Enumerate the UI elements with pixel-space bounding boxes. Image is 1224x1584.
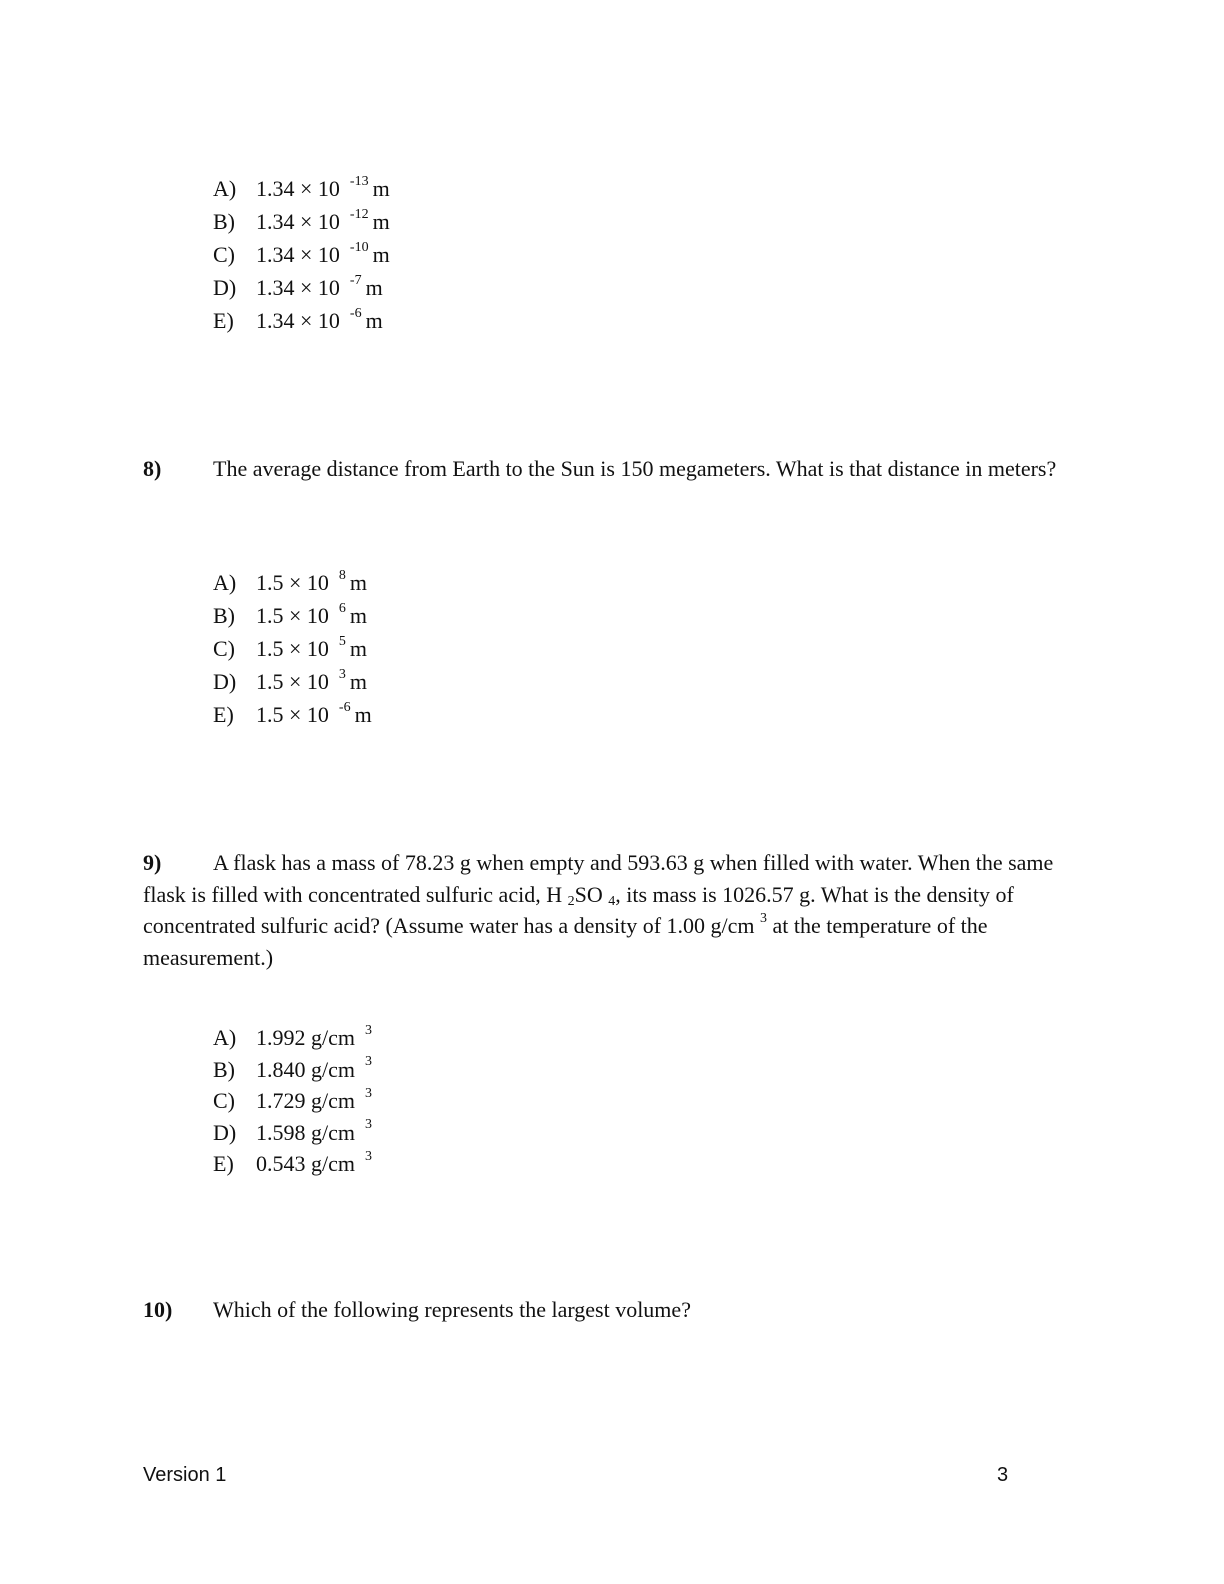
option-letter: E) bbox=[213, 702, 234, 727]
option-unit: m bbox=[354, 702, 372, 727]
option-exponent: 5 bbox=[338, 633, 346, 649]
question-text-part: at the temperature of the measurement.) bbox=[143, 913, 988, 970]
question-10 bbox=[143, 1294, 1073, 1326]
option-letter: E) bbox=[213, 308, 234, 333]
option-letter: B) bbox=[213, 209, 235, 234]
option-letter: D) bbox=[213, 669, 237, 694]
option-unit: m bbox=[349, 636, 368, 661]
option-exponent: -13 bbox=[349, 173, 369, 189]
q7-option-e[interactable] bbox=[213, 304, 713, 337]
q7-options bbox=[213, 172, 713, 337]
q7-option-b[interactable] bbox=[213, 205, 713, 238]
question-9 bbox=[143, 847, 1073, 973]
option-exponent: 3 bbox=[365, 1117, 372, 1133]
option-letter: A) bbox=[213, 176, 237, 201]
option-unit: m bbox=[365, 275, 383, 300]
option-unit: m bbox=[349, 603, 368, 628]
option-exponent: -6 bbox=[349, 305, 362, 321]
question-number: 10) bbox=[143, 1297, 173, 1322]
option-base: 1.5 × 10 bbox=[256, 570, 329, 595]
subscript: 2 bbox=[567, 893, 575, 909]
option-exponent: -7 bbox=[349, 272, 362, 288]
option-letter: C) bbox=[213, 1088, 235, 1113]
option-letter: D) bbox=[213, 275, 237, 300]
option-base: 1.34 × 10 bbox=[256, 209, 340, 234]
option-base: 1.34 × 10 bbox=[256, 242, 340, 267]
q9-option-b[interactable] bbox=[213, 1054, 713, 1086]
option-unit: m bbox=[372, 242, 390, 267]
q9-option-d[interactable] bbox=[213, 1117, 713, 1149]
option-value: 1.729 g/cm bbox=[256, 1088, 355, 1113]
footer-version: Version 1 bbox=[143, 1464, 227, 1486]
option-exponent: 3 bbox=[365, 1054, 372, 1070]
option-value: 1.992 g/cm bbox=[256, 1025, 355, 1050]
option-letter: D) bbox=[213, 1119, 237, 1145]
question-text: The average distance from Earth to the Sun is 150 megameters. What is that distance in meters? bbox=[213, 456, 1057, 481]
option-exponent: 3 bbox=[365, 1085, 372, 1101]
q8-option-b[interactable] bbox=[213, 599, 713, 632]
question-number: 9) bbox=[143, 850, 162, 875]
question-text: Which of the following represents the largest volume? bbox=[213, 1297, 691, 1322]
option-base: 1.5 × 10 bbox=[256, 603, 329, 628]
option-base: 1.34 × 10 bbox=[256, 308, 340, 333]
option-base: 1.5 × 10 bbox=[256, 636, 329, 661]
option-exponent: 3 bbox=[365, 1148, 372, 1164]
q9-option-c[interactable] bbox=[213, 1085, 713, 1117]
option-exponent: 8 bbox=[338, 567, 346, 583]
question-number: 8) bbox=[143, 456, 162, 481]
q9-options bbox=[213, 1022, 713, 1180]
q8-options bbox=[213, 566, 713, 731]
option-base: 1.34 × 10 bbox=[256, 176, 340, 201]
option-unit: m bbox=[372, 176, 390, 201]
option-exponent: -6 bbox=[338, 699, 351, 715]
option-letter: E) bbox=[213, 1151, 234, 1176]
q8-option-d[interactable] bbox=[213, 665, 713, 698]
subscript: 4 bbox=[608, 893, 616, 909]
option-exponent: -12 bbox=[349, 206, 369, 222]
q7-option-a[interactable] bbox=[213, 172, 713, 205]
superscript: 3 bbox=[760, 910, 768, 926]
q8-option-c[interactable] bbox=[213, 632, 713, 665]
option-exponent: -10 bbox=[349, 239, 369, 255]
option-exponent: 6 bbox=[338, 600, 346, 616]
option-letter: B) bbox=[213, 1056, 235, 1082]
q9-option-a[interactable] bbox=[213, 1022, 713, 1054]
option-letter: A) bbox=[213, 1025, 237, 1050]
option-unit: m bbox=[372, 209, 390, 234]
q9-option-e[interactable] bbox=[213, 1148, 713, 1180]
option-base: 1.5 × 10 bbox=[256, 669, 329, 694]
option-unit: m bbox=[349, 570, 368, 595]
question-text-part: , its mass is 1026.57 g. What is the density of concentrated sulfuric acid? (Assume water has a density of 1.00 g/cm bbox=[143, 881, 1014, 938]
option-letter: C) bbox=[213, 242, 235, 267]
option-exponent: 3 bbox=[365, 1022, 372, 1038]
option-value: 1.840 g/cm bbox=[256, 1056, 355, 1082]
option-letter: B) bbox=[213, 603, 235, 628]
option-value: 1.598 g/cm bbox=[256, 1119, 355, 1145]
question-text-part: SO bbox=[574, 881, 603, 907]
option-base: 1.5 × 10 bbox=[256, 702, 329, 727]
q7-option-d[interactable] bbox=[213, 271, 713, 304]
option-unit: m bbox=[365, 308, 383, 333]
footer-page-number: 3 bbox=[997, 1464, 1009, 1486]
question-8 bbox=[143, 453, 1073, 485]
option-letter: A) bbox=[213, 570, 237, 595]
option-base: 1.34 × 10 bbox=[256, 275, 340, 300]
option-unit: m bbox=[349, 669, 368, 694]
q7-option-c[interactable] bbox=[213, 238, 713, 271]
q8-option-a[interactable] bbox=[213, 566, 713, 599]
option-value: 0.543 g/cm bbox=[256, 1151, 355, 1176]
q8-option-e[interactable] bbox=[213, 698, 713, 731]
option-letter: C) bbox=[213, 636, 235, 661]
option-exponent: 3 bbox=[338, 666, 346, 682]
question-text-part: A flask has a mass of 78.23 g when empty and 593.63 g when filled with water. When the same flask is filled with concentrated sulfuric acid, H bbox=[143, 850, 1054, 907]
